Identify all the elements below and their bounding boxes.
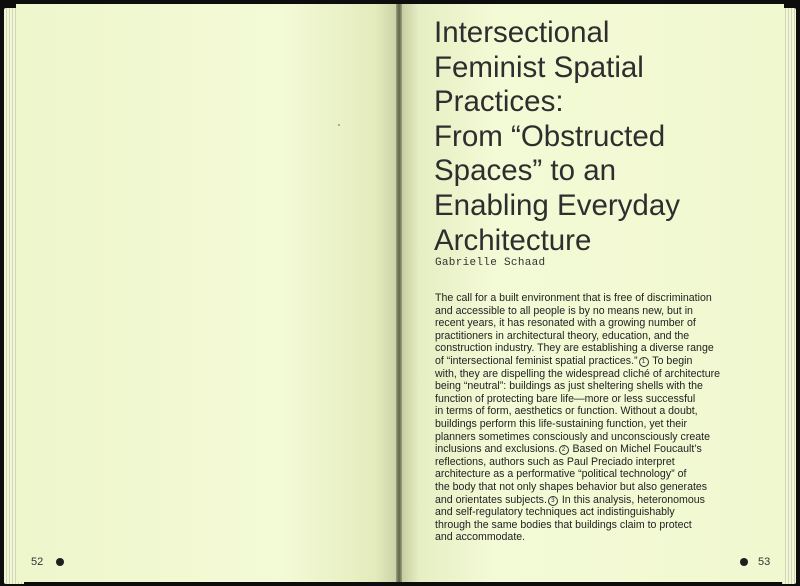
body-line — [435, 393, 765, 406]
page-number-left: 52 — [31, 556, 44, 568]
body-line — [435, 405, 765, 418]
body-line-text: To begin — [649, 354, 693, 367]
body-line — [435, 418, 765, 431]
chapter-title — [434, 16, 774, 258]
footnote-marker[interactable]: 2 — [559, 445, 569, 455]
body-line-text: and accommodate. — [435, 531, 526, 544]
body-line-text: architecture as a performative “political technology” of — [435, 468, 687, 481]
body-line-text: the body that not only shapes behavior but also generates — [435, 480, 708, 493]
body-line — [435, 355, 765, 368]
body-line-text: in terms of form, aesthetics or function. Without a doubt, — [435, 405, 698, 418]
footnote-marker[interactable]: 1 — [639, 357, 649, 367]
body-line-text: and accessible to all people is by no means new, but in — [435, 304, 693, 317]
body-line — [435, 292, 765, 305]
title-line: Spaces” to an — [434, 154, 617, 188]
left-page — [16, 4, 398, 582]
bullet-dot-icon — [56, 558, 64, 566]
body-line — [435, 481, 765, 494]
body-line-text: being “neutral”: buildings as just sheltering shells with the — [435, 380, 703, 393]
body-line-text: The call for a built environment that is free of discrimination — [435, 292, 712, 304]
footnote-marker[interactable]: 3 — [548, 496, 558, 506]
body-line — [435, 317, 765, 330]
body-line-text: through the same bodies that buildings claim to protect — [435, 518, 692, 531]
title-line: Enabling Everyday — [434, 188, 680, 222]
body-line-text: buildings perform this life-sustaining function, yet their — [435, 417, 688, 430]
paper-speck — [338, 124, 340, 126]
title-line: Architecture — [434, 223, 592, 257]
body-line — [435, 531, 765, 544]
title-line: From “Obstructed — [434, 119, 666, 153]
body-line — [435, 431, 765, 444]
body-line-text: and self-regulatory techniques act indistinguishably — [435, 506, 675, 519]
body-line — [435, 330, 765, 343]
body-line — [435, 368, 765, 381]
title-line: Practices: — [434, 85, 564, 119]
page-number-right: 53 — [758, 556, 771, 568]
body-line-text: planners sometimes consciously and unconsciously create — [435, 430, 710, 443]
right-page-edges — [782, 8, 796, 584]
title-line: Feminist Spatial — [434, 50, 644, 84]
title-line: Intersectional — [434, 16, 610, 49]
body-line-text: of “intersectional feminist spatial practices.” — [435, 354, 638, 367]
body-line — [435, 494, 765, 507]
body-line — [435, 519, 765, 532]
body-line-text: and orientates subjects. — [435, 493, 547, 506]
body-paragraph — [435, 292, 765, 544]
body-line-text: recent years, it has resonated with a growing number of — [435, 317, 696, 330]
book-gutter — [396, 4, 402, 582]
body-line — [435, 305, 765, 318]
body-line — [435, 456, 765, 469]
body-line — [435, 443, 765, 456]
bullet-dot-icon — [740, 558, 748, 566]
body-line-text: construction industry. They are establishing a diverse range — [435, 342, 714, 355]
body-line-text: Based on Michel Foucault’s — [569, 443, 702, 456]
body-line — [435, 342, 765, 355]
body-line-text: inclusions and exclusions. — [435, 443, 558, 456]
body-line-text: with, they are dispelling the widespread cliché of architecture — [435, 367, 721, 380]
body-line — [435, 506, 765, 519]
body-line — [435, 468, 765, 481]
body-line-text: practitioners in architectural theory, education, and the — [435, 329, 690, 342]
body-line — [435, 380, 765, 393]
body-line-text: function of protecting bare life—more or less successful — [435, 392, 696, 405]
author-name: Gabrielle Schaad — [435, 257, 546, 269]
body-line-text: In this analysis, heteronomous — [558, 493, 705, 506]
body-line-text: reflections, authors such as Paul Preciado interpret — [435, 455, 675, 468]
